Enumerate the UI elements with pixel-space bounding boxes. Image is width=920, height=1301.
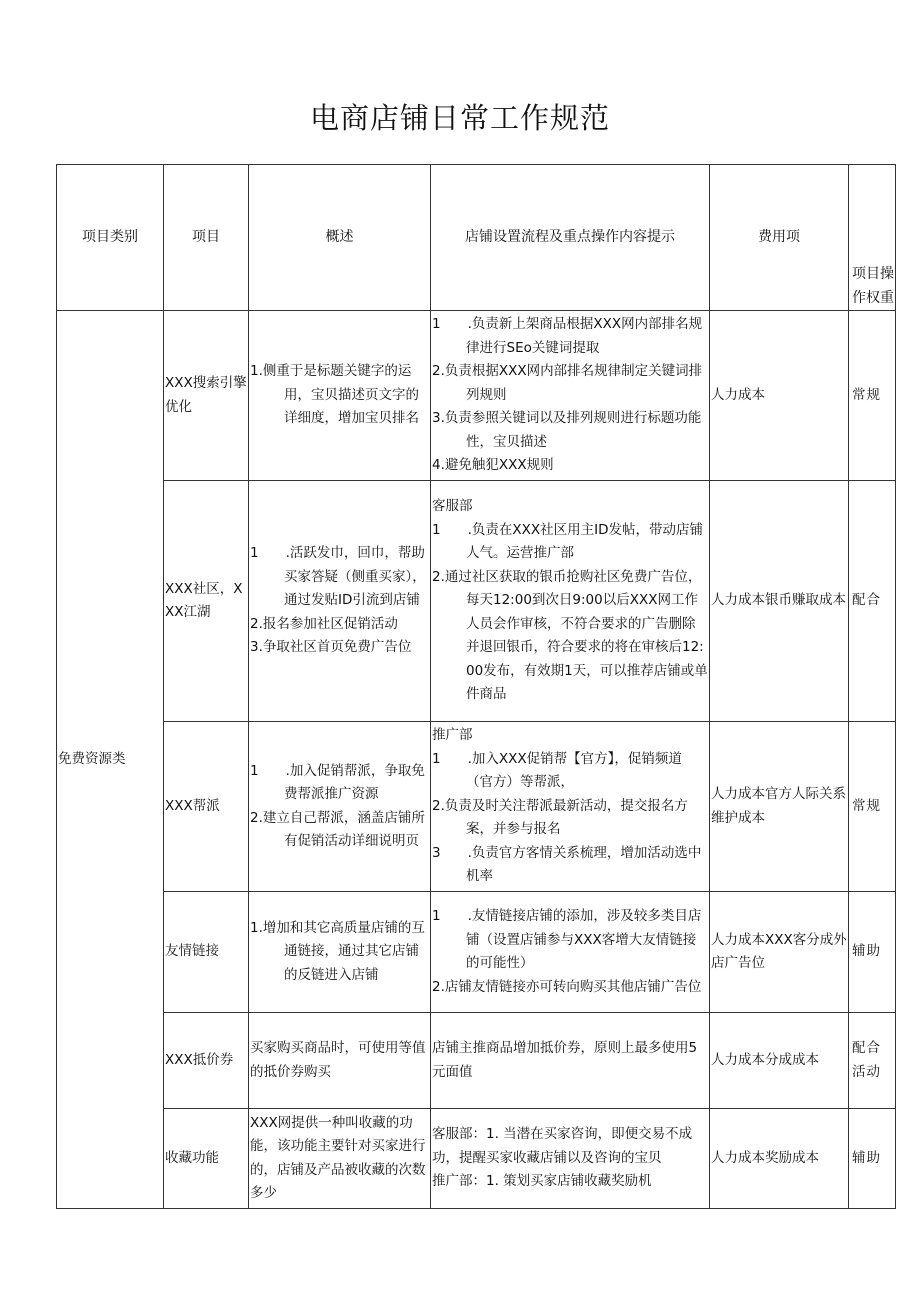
process-line: 1 .加入XXX促销帮【官方】，促销频道（官方）等帮派， — [432, 750, 682, 791]
table-row — [57, 722, 896, 892]
overview-line: 买家购买商品时，可使用等值的抵价券购买 — [250, 1040, 426, 1080]
table-row — [57, 1109, 896, 1209]
item-cell: XXX帮派 — [164, 722, 249, 892]
process-line: 1 .友情链接店铺的添加，涉及较多类目店铺（设置店铺参与XXX客增大友情链接的可能性） — [432, 908, 702, 971]
process-line: 4.避免触犯XXX规则 — [432, 457, 554, 474]
page-title: 电商店铺日常工作规范 — [309, 101, 610, 135]
table-row — [57, 1013, 896, 1109]
item-cell: 友情链接 — [164, 892, 249, 1013]
process-line: 2.店铺友情链接亦可转向购买其他店铺广告位 — [432, 978, 702, 995]
process-line: 3 .负责官方客情关系梳理，增加活动选中机率 — [432, 844, 702, 885]
process-line: 3.负责参照关键词以及排列规则进行标题功能性，宝贝描述 — [432, 410, 702, 450]
overview-line: 1 .加入促销帮派，争取免费帮派推广资源 — [250, 762, 425, 802]
overview-cell — [249, 311, 431, 481]
process-line: 店铺主推商品增加抵价券，原则上最多使用5元面值 — [432, 1040, 698, 1080]
weight-cell: 配合活动 — [849, 1013, 896, 1109]
header-process: 店铺设置流程及重点操作内容提示 — [431, 165, 710, 311]
weight-cell: 常规 — [849, 722, 896, 892]
item-cell: XXX搜索引擎优化 — [164, 311, 249, 481]
overview-cell — [249, 1013, 431, 1109]
overview-cell — [249, 722, 431, 892]
process-line: 2.负责根据XXX网内部排名规律制定关键词排列规则 — [432, 363, 703, 403]
process-line: 2.负责及时关注帮派最新活动，提交报名方案，并参与报名 — [432, 797, 688, 838]
overview-line: XXX网提供一种叫收藏的功能，该功能主要针对买家进行的，店铺及产品被收藏的次数多少 — [250, 1114, 426, 1201]
table-row — [57, 892, 896, 1013]
cost-cell: 人力成本奖励成本 — [710, 1109, 849, 1209]
item-cell: 收藏功能 — [164, 1109, 249, 1209]
cost-cell: 人力成本分成成本 — [710, 1013, 849, 1109]
item-cell: XXX抵价券 — [164, 1013, 249, 1109]
header-overview: 概述 — [249, 165, 431, 311]
overview-line: 1.增加和其它高质量店铺的互通链接，通过其它店铺的反链进入店铺 — [250, 919, 425, 983]
weight-cell: 辅助 — [849, 1109, 896, 1209]
work-spec-table — [56, 164, 896, 1209]
cost-cell: 人力成本官方人际关系维护成本 — [710, 722, 849, 892]
header-cost: 费用项 — [710, 165, 849, 311]
weight-cell: 配合 — [849, 481, 896, 722]
process-cell — [431, 1013, 710, 1109]
overview-line: 2.报名参加社区促销活动 — [250, 615, 398, 632]
header-category: 项目类别 — [57, 165, 164, 311]
header-item: 项目 — [164, 165, 249, 311]
process-line: 客服部：1. 当潜在买家咨询，即便交易不成功，提醒买家收藏店铺以及咨询的宝贝 — [432, 1126, 693, 1166]
process-dept: 推广部 — [432, 727, 473, 744]
overview-cell — [249, 892, 431, 1013]
process-cell — [431, 1109, 710, 1209]
cost-cell: 人力成本银币赚取成本 — [710, 481, 849, 722]
header-weight: 项目操作权重 — [849, 165, 896, 311]
table-header-row — [57, 165, 896, 311]
overview-line: 2.建立自己帮派，涵盖店铺所有促销活动详细说明页 — [250, 809, 425, 849]
process-line: 1 .负责新上架商品根据XXX网内部排名规律进行SEo关键词提取 — [432, 316, 703, 356]
process-cell — [431, 311, 710, 481]
overview-line: 3.争取社区首页免费广告位 — [250, 639, 412, 656]
process-line: 推广部：1. 策划买家店铺收藏奖励机 — [432, 1173, 652, 1190]
item-cell: XXX社区，XXX江湖 — [164, 481, 249, 722]
weight-cell: 常规 — [849, 311, 896, 481]
overview-cell — [249, 481, 431, 722]
table-row — [57, 481, 896, 722]
process-cell — [431, 722, 710, 892]
table-row — [57, 311, 896, 481]
overview-line: 1.侧重于是标题关键字的运用，宝贝描述页文字的详细度，增加宝贝排名 — [250, 363, 419, 427]
process-line: 2.通过社区获取的银币抢购社区免费广告位，每天12:00到次日9:00以后XXX网工作人员会作审核，不符合要求的广告删除并退回银币，符合要求的将在审核后12:00发布，有效期1天，可以推荐店铺或单件商品 — [432, 568, 708, 703]
category-cell: 免费资源类 — [57, 311, 164, 1209]
overview-cell — [249, 1109, 431, 1209]
cost-cell: 人力成本 — [710, 311, 849, 481]
weight-cell: 辅助 — [849, 892, 896, 1013]
overview-line: 1 .活跃发巾，回巾，帮助买家答疑（侧重买家），通过发贴ID引流到店铺 — [250, 545, 426, 609]
process-dept: 客服部 — [432, 498, 473, 515]
cost-cell: 人力成本XXX客分成外店广告位 — [710, 892, 849, 1013]
process-cell — [431, 481, 710, 722]
process-line: 1 .负责在XXX社区用主ID发帖，带动店铺人气。运营推广部 — [432, 521, 704, 562]
process-cell — [431, 892, 710, 1013]
